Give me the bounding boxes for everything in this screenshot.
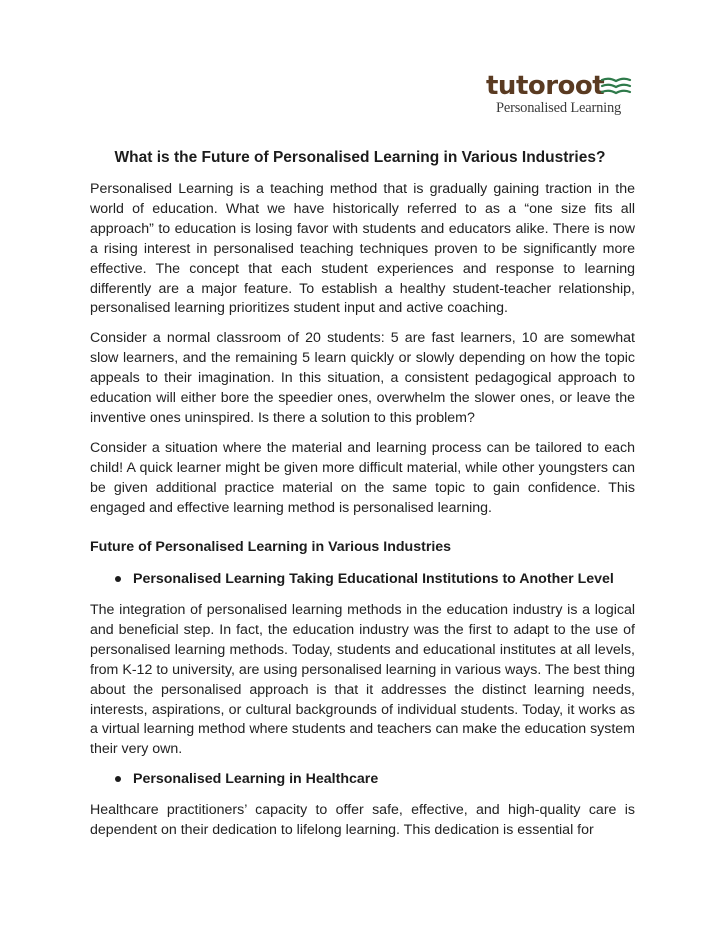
tailored-learning-paragraph: Consider a situation where the material and learning process can be tailored to each child! A quick learner might be given more difficult material, while other youngsters can be given additional practice material on the same topic to gain confidence. This engaged and effective learning method is personalised learning. [90,440,635,516]
logo-wordmark: tutoroot [486,71,605,101]
bullet-icon [115,776,121,782]
intro-paragraph: Personalised Learning is a teaching method that is gradually gaining traction in the world of education. What we have historically referred to as a “one size fits all approach” to education is losing favor with students and educators alike. There is now a rising interest in personalised teaching techniques proven to be significantly more effective. The concept that each student experiences and response to learning differently are a major feature. To establish a healthy student-teacher relationship, personalised learning prioritizes student input and active coaching. [90,181,635,317]
logo-tagline: Personalised Learning [496,100,622,116]
bullet-icon [115,576,121,582]
section-heading: Future of Personalised Learning in Various Industries [90,539,452,555]
open-book-icon [600,76,632,98]
classroom-example-paragraph: Consider a normal classroom of 20 students: 5 are fast learners, 10 are somewhat slow learners, and the remaining 5 learn quickly or slowly depending on how the topic appeals to their imagination. In this situation, a consistent pedagogical approach to education will either bore the speedier ones, overwhelm the slower ones, or leave the inventive ones uninspired. Is there a solution to this problem? [90,330,635,426]
healthcare-paragraph: Healthcare practitioners’ capacity to offer safe, effective, and high-quality care is dependent on their dedication to lifelong learning. This dedication is essential for [90,802,635,838]
education-paragraph: The integration of personalised learning methods in the education industry is a logical and beneficial step. In fact, the education industry was the first to adapt to the use of personalised learning methods. Today, students and educational institutes at all levels, from K-12 to university, are using personalised learning in various ways. The best thing about the personalised approach is that it addresses the distinct learning needs, interests, aspirations, or cultural backgrounds of individual students. Today, it works as a virtual learning method where students and teachers can make the education system their very own. [90,602,635,758]
tutoroot-logo [486,70,636,120]
bullet-label: Personalised Learning in Healthcare [133,771,379,787]
bullet-label: Personalised Learning Taking Educational Institutions to Another Level [133,571,614,587]
document-title: What is the Future of Personalised Learning in Various Industries? [114,149,606,166]
